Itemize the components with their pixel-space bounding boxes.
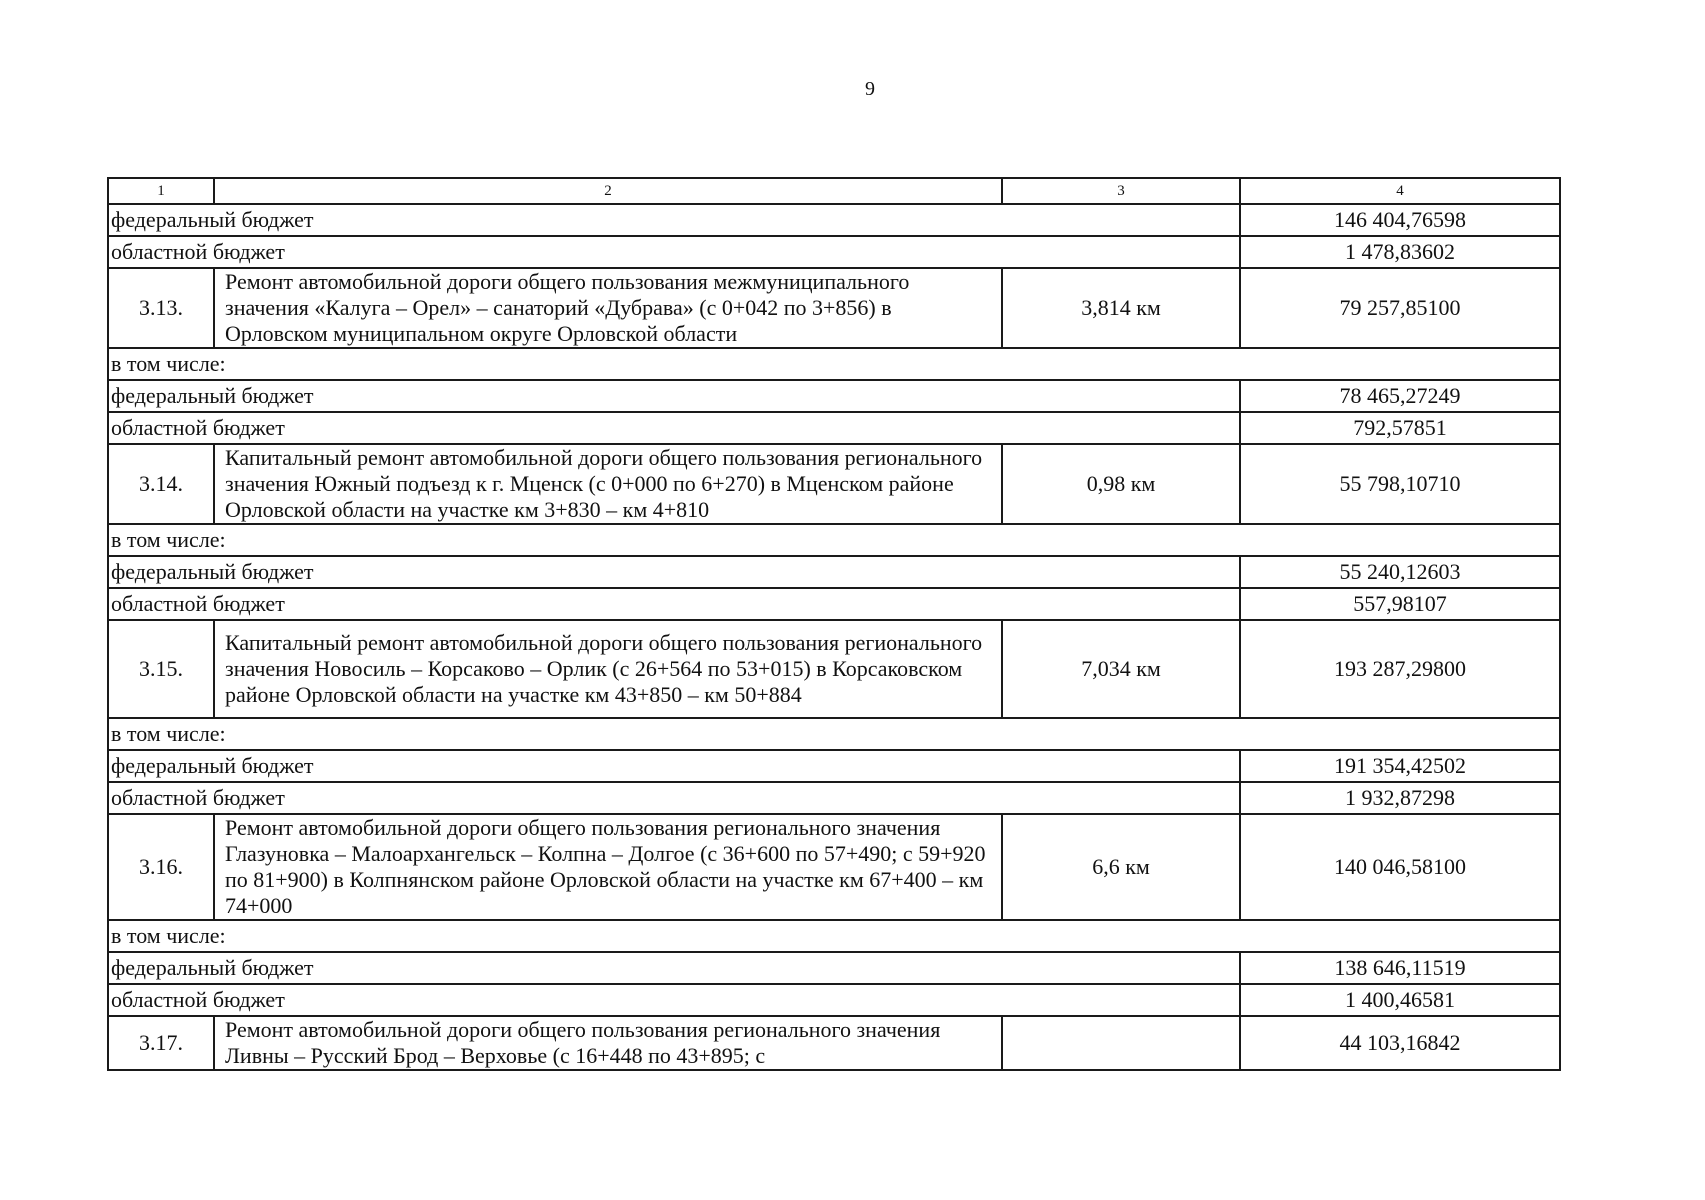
budget-subtotal-row (108, 750, 1560, 782)
page-number: 9 (865, 78, 875, 100)
item-length: 0,98 км (1002, 444, 1240, 524)
item-length: 6,6 км (1002, 814, 1240, 920)
road-item-row (108, 444, 1560, 524)
budget-amount: 55 240,12603 (1240, 556, 1560, 588)
budget-table (107, 177, 1561, 1071)
item-number: 3.15. (108, 620, 214, 718)
item-length (1002, 1016, 1240, 1070)
including-row (108, 920, 1560, 952)
including-row (108, 718, 1560, 750)
header-cell-2: 2 (214, 178, 1002, 204)
budget-subtotal-row (108, 204, 1560, 236)
budget-amount: 557,98107 (1240, 588, 1560, 620)
budget-source-label: областной бюджет (108, 412, 1240, 444)
budget-subtotal-row (108, 236, 1560, 268)
item-number: 3.13. (108, 268, 214, 348)
budget-source-label: областной бюджет (108, 236, 1240, 268)
budget-source-label: федеральный бюджет (108, 952, 1240, 984)
including-label: в том числе: (108, 524, 1560, 556)
budget-subtotal-row (108, 782, 1560, 814)
budget-source-label: федеральный бюджет (108, 556, 1240, 588)
budget-source-label: областной бюджет (108, 782, 1240, 814)
including-label: в том числе: (108, 920, 1560, 952)
item-amount: 140 046,58100 (1240, 814, 1560, 920)
road-item-row (108, 1016, 1560, 1070)
budget-source-label: областной бюджет (108, 984, 1240, 1016)
budget-amount: 146 404,76598 (1240, 204, 1560, 236)
item-description: Капитальный ремонт автомобильной дороги общего пользования регионального значения Южный подъезд к г. Мценск (с 0+000 по 6+270) в Мценском районе Орловской области на участке км 3+830 – км 4+810 (214, 444, 1002, 524)
item-description: Ремонт автомобильной дороги общего пользования межмуниципального значения «Калуга – Орел» – санаторий «Дубрава» (с 0+042 по 3+856) в Орловском муниципальном округе Орловской области (214, 268, 1002, 348)
header-cell-4: 4 (1240, 178, 1560, 204)
budget-source-label: федеральный бюджет (108, 750, 1240, 782)
item-description: Капитальный ремонт автомобильной дороги общего пользования регионального значения Новосиль – Корсаково – Орлик (с 26+564 по 53+015) в Корсаковском районе Орловской области на участке км 43+850 – км 50+884 (214, 620, 1002, 718)
item-number: 3.14. (108, 444, 214, 524)
budget-subtotal-row (108, 952, 1560, 984)
header-cell-1: 1 (108, 178, 214, 204)
item-description: Ремонт автомобильной дороги общего пользования регионального значения Глазуновка – Малоархангельск – Колпна – Долгое (с 36+600 по 57+490; с 59+920 по 81+900) в Колпнянском районе Орловской области на участке км 67+400 – км 74+000 (214, 814, 1002, 920)
budget-amount: 792,57851 (1240, 412, 1560, 444)
item-length: 3,814 км (1002, 268, 1240, 348)
including-label: в том числе: (108, 718, 1560, 750)
including-row (108, 348, 1560, 380)
table-header-row (108, 178, 1560, 204)
budget-subtotal-row (108, 412, 1560, 444)
budget-source-label: федеральный бюджет (108, 204, 1240, 236)
budget-amount: 78 465,27249 (1240, 380, 1560, 412)
item-amount: 55 798,10710 (1240, 444, 1560, 524)
header-cell-3: 3 (1002, 178, 1240, 204)
road-item-row (108, 268, 1560, 348)
item-amount: 79 257,85100 (1240, 268, 1560, 348)
road-item-row (108, 814, 1560, 920)
item-description: Ремонт автомобильной дороги общего пользования регионального значения Ливны – Русский Брод – Верховье (с 16+448 по 43+895; с (214, 1016, 1002, 1070)
budget-source-label: федеральный бюджет (108, 380, 1240, 412)
budget-amount: 1 932,87298 (1240, 782, 1560, 814)
item-amount: 193 287,29800 (1240, 620, 1560, 718)
item-number: 3.17. (108, 1016, 214, 1070)
budget-subtotal-row (108, 380, 1560, 412)
item-length: 7,034 км (1002, 620, 1240, 718)
budget-subtotal-row (108, 588, 1560, 620)
item-number: 3.16. (108, 814, 214, 920)
budget-amount: 191 354,42502 (1240, 750, 1560, 782)
budget-subtotal-row (108, 556, 1560, 588)
budget-amount: 1 400,46581 (1240, 984, 1560, 1016)
budget-subtotal-row (108, 984, 1560, 1016)
table-body (108, 178, 1560, 1070)
budget-amount: 1 478,83602 (1240, 236, 1560, 268)
item-amount: 44 103,16842 (1240, 1016, 1560, 1070)
budget-source-label: областной бюджет (108, 588, 1240, 620)
budget-amount: 138 646,11519 (1240, 952, 1560, 984)
including-row (108, 524, 1560, 556)
road-item-row (108, 620, 1560, 718)
including-label: в том числе: (108, 348, 1560, 380)
